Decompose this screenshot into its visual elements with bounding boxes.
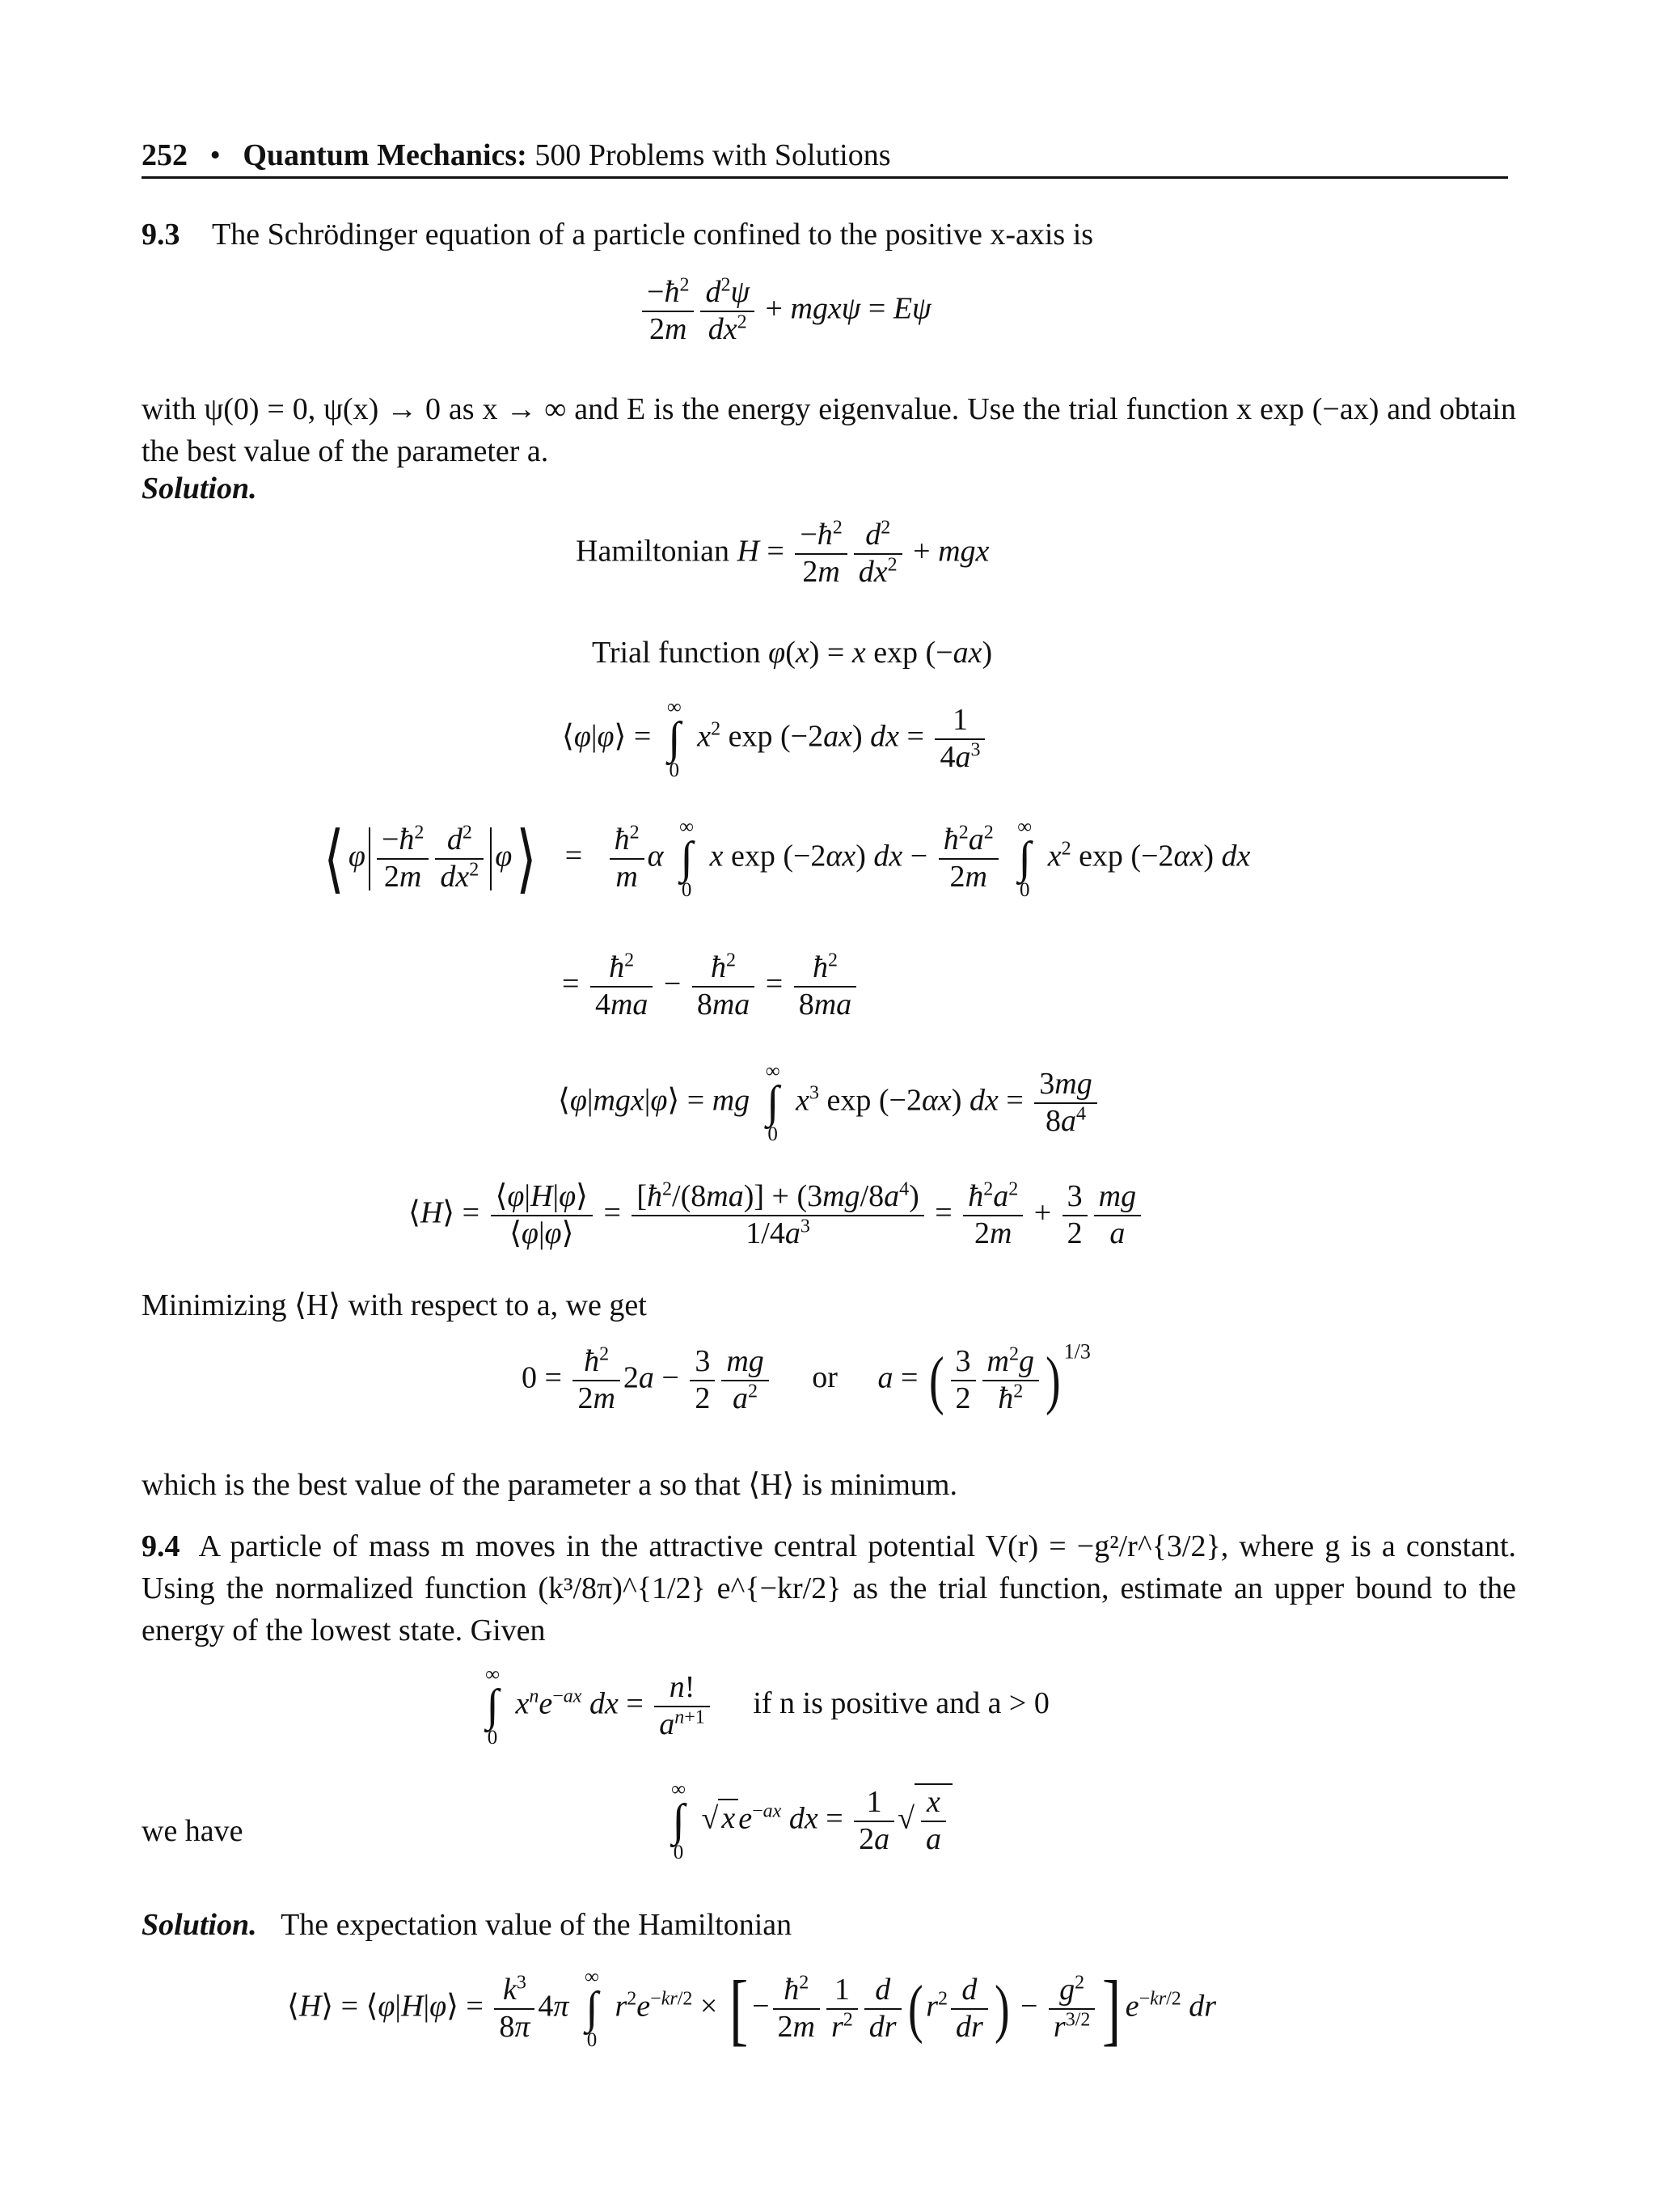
book-title-rest: 500 Problems with Solutions: [534, 138, 891, 172]
sqrt-integral: ∞ ∫ 0 √ x $e^{-ax}$ dx = $\frac{1}{2a}$ √ $\frac{x}{a}$: [663, 1779, 953, 1863]
hamiltonian-expectation-eq: ⟨H⟩ = ⟨φ|H|φ⟩ = $\frac{k^3}{8\pi}$ 4π ∞ ∫ 0 $r^2e^{-kr/2}$ × [ − $\frac{ħ^2}{2m}$ $\frac{1}{r^2}$ $\frac{d}{dr}$ ( $r^2$ $\frac{d}{dr}$ ) − $\frac{g^2}{r^{3/2}}$ ] $e^{-kr/2}$ dr: [287, 1963, 1217, 2053]
minimizing-text: Minimizing ⟨H⟩ with respect to a, we get: [142, 1288, 647, 1322]
solution-label-9-4: Solution.: [142, 1908, 257, 1942]
kinetic-result: = $\frac{ħ^2}{4ma}$ − $\frac{ħ^2}{8ma}$ = $\frac{ħ^2}{8ma}$: [562, 950, 860, 1022]
problem-number-9-4: 9.4: [142, 1529, 180, 1563]
header-bullet: •: [209, 138, 221, 172]
header-rule: [142, 176, 1508, 179]
solution-9-4-text: The expectation value of the Hamiltonian: [281, 1908, 792, 1942]
page-header: [142, 137, 891, 175]
minimization-eq: 0 = $\frac{ħ^2}{2m}$ 2a − $\frac{3}{2}$ $\frac{mg}{a^2}$ or a = ( $\frac{3}{2}$ $\frac{m^2g}{ħ^2}$ ) $^{1/3}$: [522, 1339, 1091, 1416]
problem-number: 9.3: [142, 218, 180, 252]
book-title-bold: Quantum Mechanics:: [243, 138, 527, 172]
hamiltonian-label: Hamiltonian: [576, 534, 729, 569]
trial-function-eq: Trial function φ(x) = x exp (−ax): [592, 636, 993, 670]
problem-intro: The Schrödinger equation of a particle confined to the positive x-axis is: [212, 218, 1094, 252]
hamiltonian-eq: Hamiltonian H = $\frac{-ħ^2}{2m}$ $\frac{d^2}{dx^2}$ + mgx: [576, 517, 990, 589]
solution-label-9-3: Solution.: [142, 472, 257, 505]
problem-conditions: with ψ(0) = 0, ψ(x) → 0 as x → ∞ and E is the energy eigenvalue. Use the trial function x exp (−ax) and obtain the best value of the parameter a.: [142, 392, 1516, 468]
norm-eq: ⟨φ|φ⟩ = ∞ ∫ 0 $x^2$ exp (−2ax) dx = $\frac{1}{4a^3}$: [562, 697, 988, 780]
potential-eq: ⟨φ|mgx|φ⟩ = mg ∞ ∫ 0 $x^3$ exp (−2αx) dx = $\frac{3mg}{8a^4}$: [558, 1061, 1100, 1144]
kinetic-eq: ⟨ φ $\frac{-ħ^2}{2m}$ $\frac{d^2}{dx^2}$ φ⟩ = $\frac{ħ^2}{m}$ α ∞ ∫ 0 x exp (−2αx) dx − $\frac{ħ^2a^2}{2m}$ ∞ ∫ 0 $x^2$ exp (−2αx) dx: [323, 816, 1251, 902]
page-number: 252: [142, 138, 188, 172]
problem-9-4-text: [142, 1525, 1516, 1652]
trial-label: Trial function: [592, 636, 761, 670]
schrodinger-equation: $\frac{-ħ^2}{2m}$ $\frac{d^2\psi}{dx^2}$ + mgxψ = Eψ: [639, 275, 932, 347]
problem-9-3-intro: [142, 217, 1093, 254]
expectation-h-eq: ⟨H⟩ = $\frac{⟨\varphi|H|\varphi⟩}{⟨\varphi|\varphi⟩}$ = $\frac{[ħ^2/(8ma)] + (3mg/8a^4)}{1/4a^3}$ = $\frac{ħ^2a^2}{2m}$ + $\frac{3}{2}$ $\frac{mg}{a}$: [408, 1179, 1144, 1251]
conclusion-text: which is the best value of the parameter a so that ⟨H⟩ is minimum.: [142, 1468, 957, 1502]
problem-9-4-body: A particle of mass m moves in the attractive central potential V(r) = −g²/r^{3/2}, where g is a constant. Using the normalized function (k³/8π)^{1/2} e^{−kr/2} as the trial function, estimate an upper bound to the energy of the lowest state. Given: [142, 1529, 1517, 1647]
we-have-text: we have: [142, 1814, 243, 1848]
or-text: or: [812, 1360, 838, 1395]
solution-9-4: [142, 1907, 792, 1944]
given-condition: if n is positive and a > 0: [753, 1686, 1050, 1721]
given-integral: ∞ ∫ 0 $x^ne^{-ax}$ dx = $\frac{n!}{a^{n+1}}$ if n is positive and a > 0: [485, 1664, 1050, 1749]
